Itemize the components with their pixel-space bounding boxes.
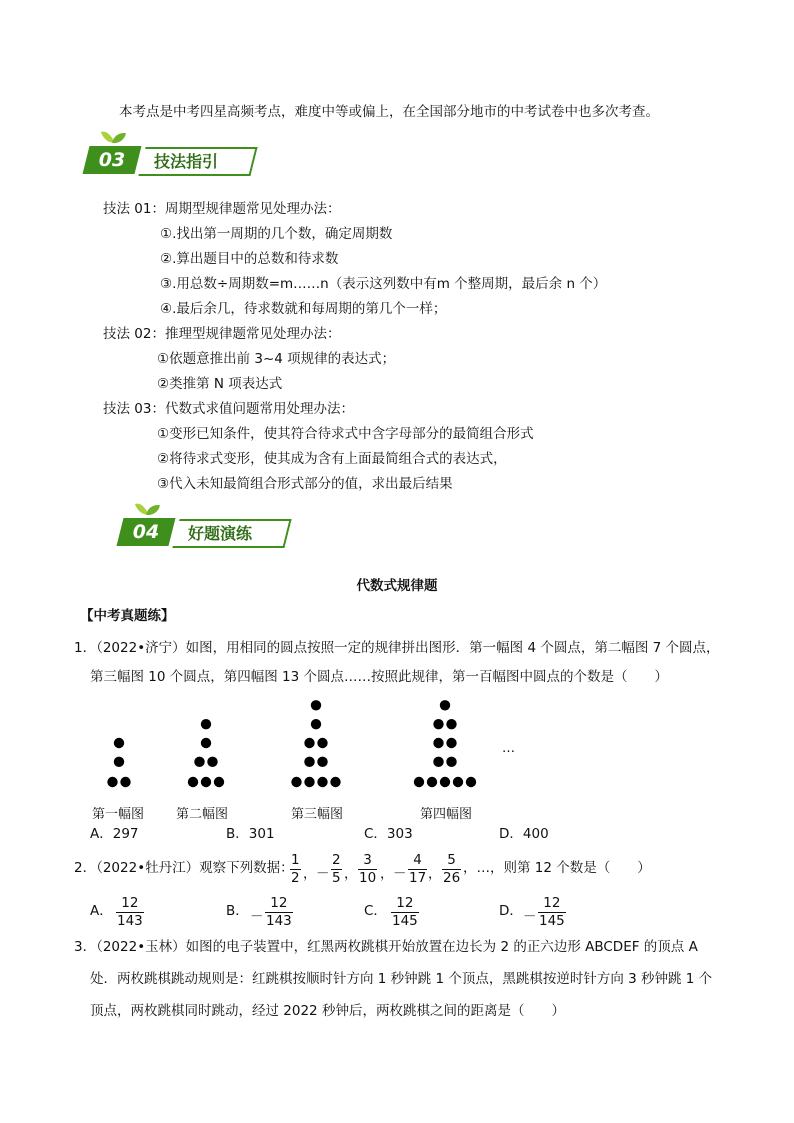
figure-caption-2: 第二幅图 [176,807,229,822]
section-banner-03 [86,138,266,178]
dot [201,777,211,787]
section-title-box [172,519,291,548]
tip-heading-02: 技法 02：推理型规律题常见处理办法： [103,326,341,342]
dot [466,777,476,787]
q2-seq-fraction-3: $\frac{3}{10}$ [359,852,377,886]
dot [201,719,211,729]
dot [114,757,124,767]
dot [446,719,456,729]
q2-option-d-sign: － [523,909,537,925]
tip-item: ③.用总数÷周期数=m……n（表示这列数中有m 个整周期，最后余 n 个） [160,276,607,292]
q2-seq-fraction-1: $\frac{1}{2}$ [291,852,300,886]
dot [311,700,321,710]
dot [414,777,424,787]
dot [194,757,204,767]
dot [207,757,217,767]
dot [214,777,224,787]
tip-item: ①.找出第一周期的几个数，确定周期数 [160,226,393,242]
q2-option-c-fraction: $\frac{12}{145}$ [392,895,418,929]
q2-seq-fraction-4: $\frac{4}{17}$ [409,852,427,886]
leaf-icon [146,503,160,517]
q1-option-a: A．297 [90,826,139,842]
q2-option-d-label: D． [499,903,523,919]
q2-sep: ， [344,866,358,882]
q2-sep: ， [303,866,317,882]
dot [120,777,130,787]
q1-line1: 1．（2022•济宁）如图，用相同的圆点按照一定的规律拼出图形．第一幅图 4 个圆点，第二幅图 7 个圆点， [74,640,720,656]
q3-line3: 顶点，两枚跳棋同时跳动，经过 2022 秒钟后，两枚跳棋之间的距离是（ ） [90,1003,565,1019]
q2-option-a-label: A． [90,903,113,919]
dot [433,757,443,767]
q1-option-b: B．301 [226,826,275,842]
dot [291,777,301,787]
dot [317,777,327,787]
dot [433,719,443,729]
q2-option-a-fraction: $\frac{12}{143}$ [117,895,143,929]
tip-heading-01: 技法 01：周期型规律题常见处理办法： [103,201,341,217]
subject-title: 代数式规律题 [356,578,438,594]
dot [107,777,117,787]
q3-line2: 处．两枚跳棋跳动规则是：红跳棋按顺时针方向 1 秒钟跳 1 个顶点，黑跳棋按逆时针方向 3 秒钟跳 1 个 [90,971,713,987]
section-title-box [138,147,257,176]
dot [114,738,124,748]
tip-item: ①变形已知条件，使其符合待求式中含字母部分的最简组合形式 [157,426,534,442]
practice-label: 【中考真题练】 [80,608,175,624]
q2-sep: ， [428,866,442,882]
q2-option-b-fraction: $\frac{12}{143}$ [266,895,292,929]
dot [453,777,463,787]
dot [311,719,321,729]
figure-caption-4: 第四幅图 [420,807,473,822]
dot [446,757,456,767]
figure-ellipsis: … [502,741,515,756]
tip-item: ③代入未知最简组合形式部分的值，求出最后结果 [157,476,453,492]
q3-line1: 3．（2022•玉林）如图的电子装置中，红黑两枚跳棋开始放置在边长为 2 的正六边形 ABCDEF 的顶点 A [74,939,698,955]
dot [304,738,314,748]
dot [317,757,327,767]
q1-line2: 第三幅图 10 个圆点，第四幅图 13 个圆点……按照此规律，第一百幅图中圆点的个数是（ ） [90,669,669,685]
tip-item: ①依题意推出前 3~4 项规律的表达式； [157,351,396,367]
dot [427,777,437,787]
figure-caption-3: 第三幅图 [291,807,344,822]
tip-item: ②类推第 N 项表达式 [157,376,283,392]
q2-seq-fraction-2: $\frac{2}{5}$ [332,852,341,886]
dot [201,738,211,748]
tip-item: ④.最后余几，待求数就和每周期的第几个一样； [160,301,447,317]
dot [188,777,198,787]
dot [330,777,340,787]
leaf-icon [112,131,126,145]
dot [446,738,456,748]
q2-suffix: ，…，则第 12 个数是（ ） [463,860,651,876]
tip-item: ②将待求式变形，使其成为含有上面最简组合式的表达式， [157,451,507,467]
q2-sep: ， [380,866,394,882]
q2-option-d-fraction: $\frac{12}{145}$ [539,895,565,929]
intro-text: 本考点是中考四星高频考点，难度中等或偏上，在全国部分地市的中考试卷中也多次考查。 [119,104,659,120]
q2-option-b-sign: － [250,909,264,925]
q2-prefix: 2．（2022•牡丹江）观察下列数据： [74,860,294,876]
dot [433,738,443,748]
q1-option-d: D．400 [499,826,549,842]
tip-heading-03: 技法 03：代数式求值问题常用处理办法： [103,401,354,417]
dot [304,757,314,767]
section-number-badge: 03 [83,146,142,174]
tip-item: ②.算出题目中的总数和待求数 [160,251,339,267]
section-banner-04 [120,510,300,550]
q1-option-c: C．303 [364,826,413,842]
dot [304,777,314,787]
q2-seq-sign: － [393,866,407,882]
dot [317,738,327,748]
dot [440,700,450,710]
q2-option-c-label: C． [364,903,387,919]
q2-seq-fraction-5: $\frac{5}{26}$ [443,852,461,886]
figure-caption-1: 第一幅图 [92,807,145,822]
section-title: 好题演练 [188,524,253,543]
q2-seq-sign: － [316,866,330,882]
q2-option-b-label: B． [226,903,249,919]
q1-dot-figures [0,695,794,795]
section-number-badge: 04 [117,518,176,546]
dot [440,777,450,787]
section-title: 技法指引 [154,152,219,171]
